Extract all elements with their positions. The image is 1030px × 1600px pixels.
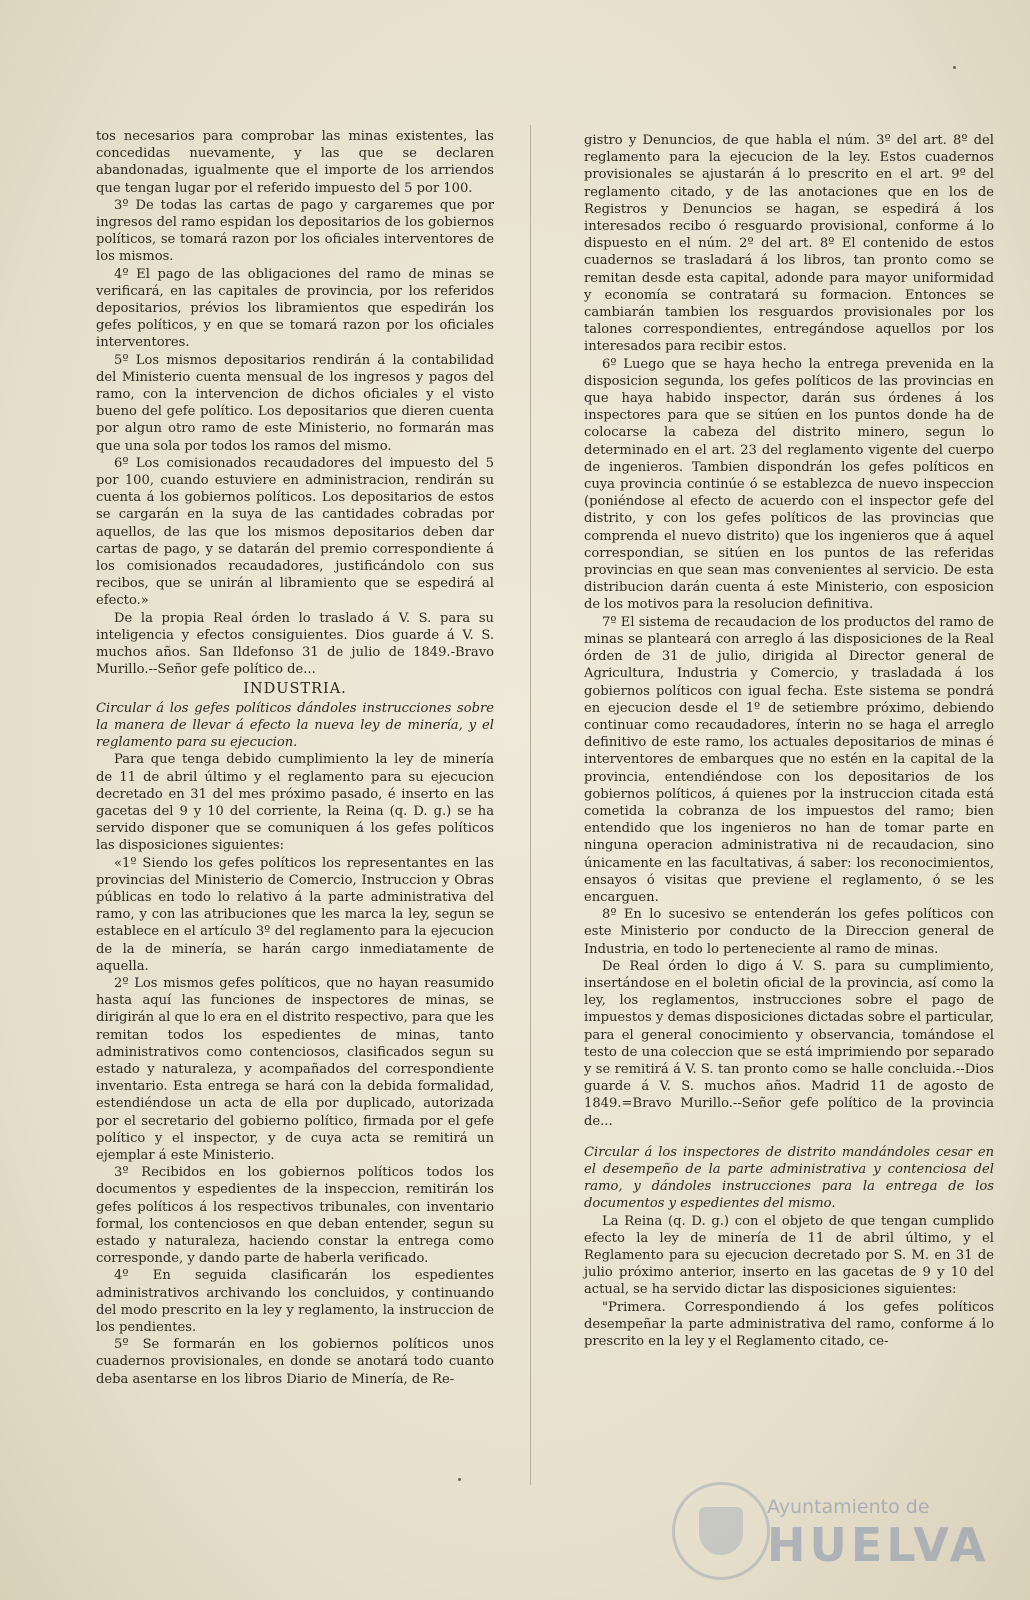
paragraph: De Real órden lo digo á V. S. para su cumplimiento, insertándose en el boletin oficial de la provincia, así como la ley, los reglamentos, instrucciones sobre el pago de impuestos y demas disposiciones dictadas sobre el particular, para el general conocimiento y observancia, tomándose el testo de una coleccion que se está imprimiendo por separado y se remitirá á V. S. tan pronto como se halle concluida.--Dios guarde á V. S. muchos años. Madrid 11 de agosto de 1849.=Bravo Murillo.--Señor gefe político de la provincia de... bbox=[584, 958, 994, 1129]
paragraph: La Reina (q. D. g.) con el objeto de que tengan cumplido efecto la ley de minería de 11 de abril último, y el Reglamento para su ejecucion decretado por S. M. en 31 de julio próximo anterior, inserto en las gacetas de 9 y 10 del actual, se ha servido dictar las disposiciones siguientes: bbox=[584, 1213, 994, 1298]
paragraph: 6º Los comisionados recaudadores del impuesto del 5 por 100, cuando estuviere en administracion, rendirán su cuenta á los gobiernos políticos. Los depositarios de estos se cargarán en la suya de las cantidades cobradas por aquellos, de las que los mismos depositarios deben dar cartas de pago, y se datarán del premio correspondiente á los comisionados recaudadores, justificándolo con sus recibos, que se unirán al libramiento que se espedirá al efecto.» bbox=[96, 455, 494, 609]
spacer bbox=[584, 1130, 994, 1144]
paragraph: 5º Los mismos depositarios rendirán á la contabilidad del Ministerio cuenta mensual de los ingresos y pagos del ramo, con la intervencion de dichos oficiales y el visto bueno del gefe político. Los depositarios que dieren cuenta por algun otro ramo de este Ministerio, no formarán mas que una sola por todos los ramos del mismo. bbox=[96, 352, 494, 454]
paragraph: 3º Recibidos en los gobiernos políticos todos los documentos y espedientes de la inspeccion, remitirán los gefes políticos á los respectivos tribunales, con inventario formal, los contenciosos en que deban entender, segun su estado y naturaleza, haciendo constar la entrega como corresponde, y dando parte de haberla verificado. bbox=[96, 1165, 494, 1267]
paragraph: 4º El pago de las obligaciones del ramo de minas se verificará, en las capitales de provincia, por los referidos depositarios, prévios los libramientos que espedirán los gefes políticos, y en que se tomará razon por los oficiales interventores. bbox=[96, 266, 494, 351]
paragraph: 4º En seguida clasificarán los espedientes administrativos archivando los concluidos, y continuando del modo prescrito en la ley y reglamento, la instruccion de los pendientes. bbox=[96, 1268, 494, 1336]
left-column bbox=[96, 128, 494, 1388]
archive-watermark bbox=[672, 1480, 990, 1590]
print-speck bbox=[953, 66, 956, 69]
paragraph: gistro y Denuncios, de que habla el núm. 3º del art. 8º del reglamento para la ejecucion de la ley. Estos cuadernos provisionales se ajustarán á lo prescrito en el art. 9º del reglamento citado, y de las anotaciones que en los de Registros y Denuncios se hagan, se espedirá á los interesados recibo ó resguardo provisional, conforme á lo dispuesto en el núm. 2º del art. 8º El contenido de estos cuadernos se trasladará á los libros, tan pronto como se remitan desde esta capital, adonde para mayor uniformidad y economía se contratará su formacion. Entonces se cambiarán tambien los resguardos provisionales por los talones correspondientes, entregándose aquellos por los interesados para recibir estos. bbox=[584, 133, 994, 355]
right-column bbox=[584, 132, 994, 1350]
column-divider bbox=[530, 125, 531, 1485]
coat-of-arms-icon bbox=[672, 1482, 770, 1580]
watermark-line2: HUELVA bbox=[767, 1518, 990, 1572]
paragraph: De la propia Real órden lo traslado á V. S. para su inteligencia y efectos consiguientes. Dios guarde á V. S. muchos años. San Ildefonso 31 de julio de 1849.-Bravo Murillo.--Señor gefe político de... bbox=[96, 610, 494, 678]
paragraph: "Primera. Correspondiendo á los gefes políticos desempeñar la parte administrativa del ramo, conforme á lo prescrito en la ley y el Reglamento citado, ce- bbox=[584, 1299, 994, 1350]
watermark-line1: Ayuntamiento de bbox=[767, 1496, 930, 1518]
paragraph: 5º Se formarán en los gobiernos políticos unos cuadernos provisionales, en donde se anotará todo cuanto deba asentarse en los libros Diario de Minería, de Re- bbox=[96, 1337, 494, 1387]
circular-title: Circular á los gefes políticos dándoles instrucciones sobre la manera de llevar á efecto la nueva ley de minería, y el reglamento para su ejecucion. bbox=[96, 700, 494, 751]
section-heading: INDUSTRIA. bbox=[243, 680, 347, 697]
paragraph: 2º Los mismos gefes políticos, que no hayan reasumido hasta aquí las funciones de inspectores de minas, se dirigirán al que lo era en el distrito respectivo, para que les remitan todos los espedientes de minas, tanto administrativos como contenciosos, clasificados segun su estado y naturaleza, y acompañados del correspondiente inventario. Esta entrega se hará con la debida formalidad, estendiéndose un acta de ella por duplicado, autorizada por el secretario del gobierno político, firmada por el gefe político y el inspector, y de cuya acta se remitirá un ejemplar á este Ministerio. bbox=[96, 975, 494, 1163]
paragraph: 7º El sistema de recaudacion de los productos del ramo de minas se planteará con arreglo á las disposiciones de la Real órden de 31 de julio, dirigida al Director general de Agricultura, Industria y Comercio, y trasladada á los gobiernos políticos con igual fecha. Este sistema se pondrá en ejecucion desde el 1º de setiembre próximo, debiendo continuar como recaudadores, ínterin no se haga el arreglo definitivo de este ramo, los actuales depositarios de minas é interventores de embarques que no estén en la capital de la provincia, entendiéndose con los depositarios de los gobiernos políticos, á quienes por la instruccion citada está cometida la cobranza de los impuestos del ramo; bien entendido que los ingenieros no han de tomar parte en ninguna operacion administrativa ni de recaudacion, sino únicamente en las facultativas, á saber: los reconocimientos, ensayos ó visitas que previene el reglamento, ó se les encarguen. bbox=[584, 614, 994, 905]
paragraph: 3º De todas las cartas de pago y cargaremes que por ingresos del ramo espidan los depositarios de los gobiernos políticos, se tomará razon por los oficiales interventores de los mismos. bbox=[96, 197, 494, 265]
paragraph: Para que tenga debido cumplimiento la ley de minería de 11 de abril último y el reglamento para su ejecucion decretado en 31 del mes próximo pasado, é inserto en las gacetas del 9 y 10 del corriente, la Reina (q. D. g.) se ha servido disponer que se comuniquen á los gefes políticos las disposiciones siguientes: bbox=[96, 752, 494, 854]
print-speck bbox=[458, 1478, 461, 1481]
paragraph: 8º En lo sucesivo se entenderán los gefes políticos con este Ministerio por conducto de la Direccion general de Industria, en todo lo perteneciente al ramo de minas. bbox=[584, 907, 994, 957]
paragraph: tos necesarios para comprobar las minas existentes, las concedidas nuevamente, y las que se declaren abandonadas, igualmente que el importe de los arriendos que tengan lugar por el referido impuesto del 5 por 100. bbox=[96, 129, 494, 196]
paragraph: «1º Siendo los gefes políticos los representantes en las provincias del Ministerio de Comercio, Instruccion y Obras públicas en todo lo relativo á la parte administrativa del ramo, y con las atribuciones que les marca la ley, segun se establece en el artículo 3º del reglamento para la ejecucion de la de minería, se harán cargo inmediatamente de aquella. bbox=[96, 855, 494, 974]
paragraph: 6º Luego que se haya hecho la entrega prevenida en la disposicion segunda, los gefes políticos de las provincias en que haya habido inspector, darán sus órdenes á los inspectores para que se sitúen en los puntos donde ha de colocarse la cabeza del distrito minero, segun lo determinado en el art. 23 del reglamento vigente del cuerpo de ingenieros. Tambien dispondrán los gefes políticos en cuya provincia continúe ó se establezca de nuevo inspeccion (poniéndose al efecto de acuerdo con el inspector gefe del distrito, y con los gefes políticos de las provincias que comprenda el nuevo distrito) que los ingenieros que á aquel correspondian, se sitúen en los puntos de las referidas provincias en que sean mas convenientes al servicio. De esta distribucion darán cuenta á este Ministerio, con esposicion de los motivos para la resolucion definitiva. bbox=[584, 356, 994, 613]
circular-title: Circular á los inspectores de distrito mandándoles cesar en el desempeño de la parte administrativa y contenciosa del ramo, y dándoles instrucciones para la entrega de los documentos y espedientes del mismo. bbox=[584, 1144, 994, 1212]
